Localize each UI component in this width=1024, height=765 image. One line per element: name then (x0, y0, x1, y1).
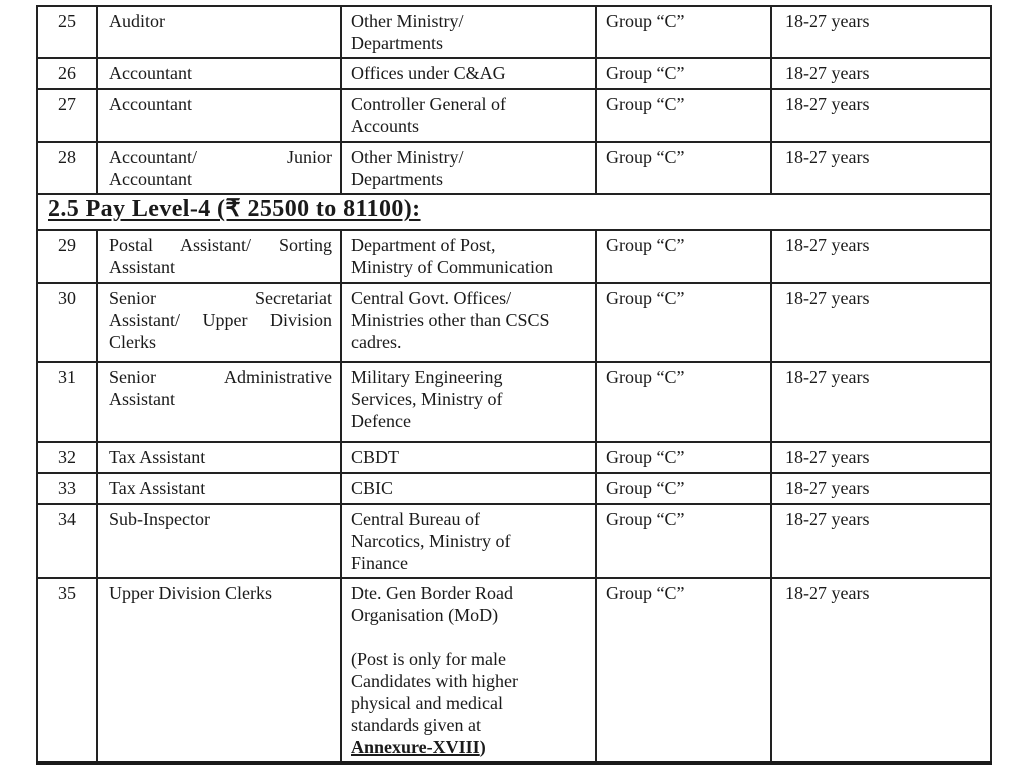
cell-line: Services, Ministry of (351, 389, 503, 409)
cell-line: Central Bureau of (351, 509, 480, 529)
cell-age-limit: 18-27 years (771, 89, 991, 142)
cell-serial-number: 32 (37, 442, 97, 473)
cell-line: Organisation (MoD) (351, 605, 499, 625)
cell-line (351, 736, 587, 758)
section-header-row (37, 194, 991, 230)
cell-serial-number: 27 (37, 89, 97, 142)
cell-department (341, 578, 596, 763)
cell-line: Ministries other than CSCS (351, 310, 550, 330)
cell-line: Defence (351, 411, 411, 431)
cell-serial-number: 28 (37, 142, 97, 194)
cell-line: Finance (351, 553, 408, 573)
cell-line: Offices under C&AG (351, 63, 506, 83)
cell-line: Accountant/ Junior (109, 147, 332, 167)
cell-serial-number: 34 (37, 504, 97, 578)
cell-serial-number: 30 (37, 283, 97, 362)
cell-line: Departments (351, 169, 443, 189)
table-row (37, 504, 991, 578)
cell-post-name (97, 58, 341, 89)
table-body (37, 6, 991, 763)
cell-department (341, 362, 596, 442)
table-row (37, 578, 991, 763)
cell-line: Departments (351, 33, 443, 53)
table-row (37, 58, 991, 89)
cell-age-limit: 18-27 years (771, 142, 991, 194)
cell-line: Assistant/ Upper Division (109, 310, 332, 330)
cell-line: Accounts (351, 116, 419, 136)
cell-line: Department of Post, (351, 235, 496, 255)
cell-group: Group “C” (596, 6, 771, 58)
cell-age-limit: 18-27 years (771, 6, 991, 58)
pay-level-posts-table (36, 5, 992, 765)
cell-line: Tax Assistant (109, 447, 206, 467)
table-row (37, 89, 991, 142)
cell-line: Narcotics, Ministry of (351, 531, 511, 551)
cell-department (341, 473, 596, 504)
cell-post-name (97, 504, 341, 578)
cell-line: cadres. (351, 332, 402, 352)
cell-line: Ministry of Communication (351, 257, 553, 277)
cell-line: (Post is only for male (351, 649, 506, 669)
cell-line: Central Govt. Offices/ (351, 288, 512, 308)
cell-post-name (97, 89, 341, 142)
cell-group: Group “C” (596, 230, 771, 283)
cell-department (341, 504, 596, 578)
cell-line: CBDT (351, 447, 400, 467)
cell-department (341, 58, 596, 89)
cell-line: Senior Secretariat (109, 288, 332, 308)
cell-line: Military Engineering (351, 367, 503, 387)
cell-serial-number: 29 (37, 230, 97, 283)
cell-department (341, 89, 596, 142)
cell-post-name (97, 142, 341, 194)
table-row (37, 442, 991, 473)
cell-line: Other Ministry/ (351, 147, 464, 167)
cell-group: Group “C” (596, 142, 771, 194)
cell-line: Postal Assistant/ Sorting (109, 235, 332, 255)
section-header-cell (37, 194, 991, 230)
cell-serial-number: 26 (37, 58, 97, 89)
cell-group: Group “C” (596, 473, 771, 504)
cell-age-limit: 18-27 years (771, 283, 991, 362)
cell-post-name (97, 442, 341, 473)
cell-group: Group “C” (596, 442, 771, 473)
cell-line: physical and medical (351, 693, 503, 713)
table-row (37, 230, 991, 283)
cell-post-name (97, 362, 341, 442)
cell-department (341, 283, 596, 362)
cell-line: Accountant (109, 169, 192, 189)
cell-group: Group “C” (596, 89, 771, 142)
cell-serial-number: 25 (37, 6, 97, 58)
cell-age-limit: 18-27 years (771, 58, 991, 89)
cell-group: Group “C” (596, 578, 771, 763)
cell-line: Dte. Gen Border Road (351, 583, 513, 603)
cell-line: Upper Division Clerks (109, 583, 272, 603)
cell-post-name (97, 230, 341, 283)
cell-line: Accountant (109, 63, 192, 83)
cell-line: Controller General of (351, 94, 506, 114)
cell-line: CBIC (351, 478, 394, 498)
cell-age-limit: 18-27 years (771, 230, 991, 283)
cell-age-limit: 18-27 years (771, 362, 991, 442)
cell-line: standards given at (351, 715, 481, 735)
cell-age-limit: 18-27 years (771, 442, 991, 473)
cell-line: Sub-Inspector (109, 509, 210, 529)
cell-post-name (97, 6, 341, 58)
table-row (37, 6, 991, 58)
cell-serial-number: 31 (37, 362, 97, 442)
cell-line-fragment: Annexure-XVIII (351, 737, 480, 757)
cell-serial-number: 33 (37, 473, 97, 504)
cell-department (341, 230, 596, 283)
cell-line: Other Ministry/ (351, 11, 464, 31)
table-row (37, 283, 991, 362)
cell-post-name (97, 578, 341, 763)
cell-line (351, 626, 587, 648)
cell-department (341, 442, 596, 473)
cell-age-limit: 18-27 years (771, 578, 991, 763)
cell-line: Accountant (109, 94, 192, 114)
cell-line: Clerks (109, 332, 156, 352)
cell-group: Group “C” (596, 283, 771, 362)
cell-post-name (97, 473, 341, 504)
cell-group: Group “C” (596, 58, 771, 89)
cell-serial-number: 35 (37, 578, 97, 763)
cell-department (341, 142, 596, 194)
cell-line-fragment: ) (479, 737, 486, 757)
table-row (37, 473, 991, 504)
cell-age-limit: 18-27 years (771, 504, 991, 578)
cell-department (341, 6, 596, 58)
cell-line: Senior Administrative (109, 367, 332, 387)
cell-line: Candidates with higher (351, 671, 518, 691)
table-row (37, 362, 991, 442)
cell-age-limit: 18-27 years (771, 473, 991, 504)
cell-post-name (97, 283, 341, 362)
table-row (37, 142, 991, 194)
cell-group: Group “C” (596, 504, 771, 578)
cell-line: Auditor (109, 11, 165, 31)
section-header-text: 2.5 Pay Level-4 (₹ 25500 to 81100): (48, 196, 421, 222)
cell-line: Assistant (109, 389, 176, 409)
cell-line: Assistant (109, 257, 176, 277)
cell-group: Group “C” (596, 362, 771, 442)
cell-line: Tax Assistant (109, 478, 206, 498)
